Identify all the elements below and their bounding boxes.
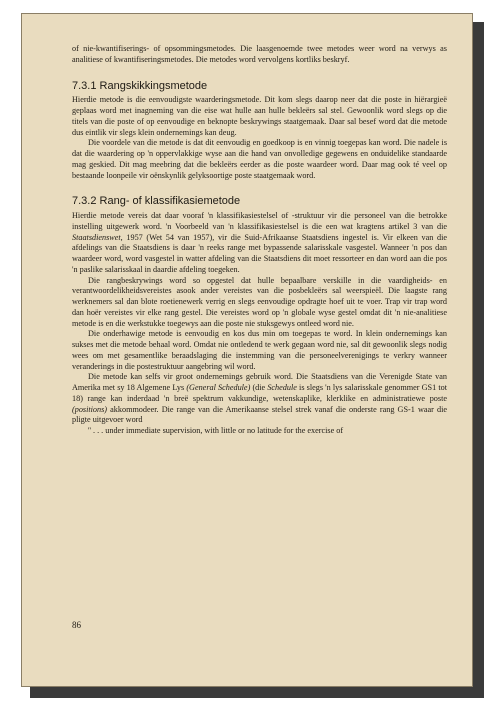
italic-run: Schedule xyxy=(267,383,297,392)
text-run: , 1957 (Wet 54 van 1957), vir die Suid-Afrikaanse Staatsdiens ingestel is. Vir elkeen van die afdelings van die Staatsdiens is daar 'n reeks range met bypassende salarisskale vasgestel. Wanneer 'n pos dan waardeer word, word vasgestel in watter afdeling van die Staatsdiens dit moet ressorteer en dan word aan die pos 'n paslike salarisskaal in daardie afdeling toegeken. xyxy=(72,232,447,274)
paragraph-7-3-2-3: Die onderhawige metode is eenvoudig en kos dus min om toegepas te word. In klein ondernemings kan sukses met die metode behaal word. Omdat nie ontledend te werk gegaan word nie, sal dit gewoonlik slegs nodig wees om met gesamentlike beraadslaging die instemming van die personeelverenigings te verkry wanneer veranderings in die postestruktuur aangebring wil word. xyxy=(72,329,447,371)
italic-run: Staatsdienswet xyxy=(72,232,121,242)
quote-paragraph: '' . . . under immediate supervision, with little or no latitude for the exercise of xyxy=(88,426,344,435)
page-content xyxy=(72,44,447,437)
paragraph-7-3-2-4 xyxy=(72,372,447,426)
paragraph-7-3-1-1: Hierdie metode is die eenvoudigste waarderingsmetode. Dit kom slegs daarop neer dat die poste in hiërargieë geplaas word met inagneming van die eise wat hulle aan hulle bekleërs sal stel. Gewoonlik word slegs op die titels van die poste of op eenvoudige en beknopte beskrywings staatgemaak. Daar sal besef word dat die metode dus eintlik vir slegs klein ondernemings kan deug. xyxy=(72,95,447,137)
section-heading-7-3-1: 7.3.1 Rangskikkingsmetode xyxy=(72,79,208,92)
text-run: Hierdie metode vereis dat daar vooraf 'n klassifikasiestelsel of -struktuur vir die personeel van die betrokke instelling uitgewerk word. 'n Voorbeeld van 'n klassifikasiestelsel is die een wat kragtens artikel 3 van die xyxy=(72,211,447,231)
paragraph-7-3-2-2: Die rangbeskrywings word so opgestel dat hulle bepaalbare verskille in die vaardigheids- en verantwoordelikheidsvereistes asook ander vereistes van die posbekleërs sal weerspieël. Die laagste rang werknemers sal dan blote roetienewerk verrig en slegs eenvoudige opdragte hoef uit te voer. Trap vir trap word dan hoër vereistes vir elke rang gestel. Die vereistes word op 'n globale wyse gestel omdat dit 'n nie-analitiese metode is en die werkstukke toegewys aan die poste nie stuksgewys ontleed word nie. xyxy=(72,275,447,328)
italic-run: (positions) xyxy=(72,404,108,414)
section-heading-7-3-2: 7.3.2 Rang- of klassifikasiemetode xyxy=(72,195,241,208)
intro-paragraph: of nie-kwantifiserings- of opsommingsmetodes. Die laasgenoemde twee metodes weer word na verwys as analitiese of kwantifiseringsmetodes. Die metodes word vervolgens kortliks beskryf. xyxy=(72,44,447,64)
book-page xyxy=(21,13,473,687)
text-run: akkommodeer. Die range van die Amerikaanse stelsel strek vanaf die onderste rang GS-1 waar die pligte uitgevoer word xyxy=(72,404,447,425)
paragraph-7-3-2-1 xyxy=(72,211,447,276)
text-run: (die xyxy=(250,383,268,392)
page-number: 86 xyxy=(72,620,81,630)
paragraph-7-3-1-2: Die voordele van die metode is dat dit eenvoudig en goedkoop is en vinnig toegepas kan word. Die nadele is dat die waardering op 'n oppervlakkige wyse aan die hand van onvolledige gegewens en onduidelike standaarde mag geskied. Dit mag meebring dat die bekleërs eerder as die poste waardeer word. Daar mag ook té veel op bestaande loonpeile vir oënskynlik gelyksoortige poste staatgemaak word. xyxy=(72,138,447,180)
text-run: is slegs 'n lys salarisskale genommer GS1 tot 18) range kan inderdaad 'n breë spektrum vakkundige, wetenskaplike, klerklike en administratiewe poste xyxy=(72,383,447,403)
italic-run: (General Schedule) xyxy=(186,383,251,392)
text-run: Die metode kan selfs vir groot ondernemings gebruik word. Die Staatsdiens van die Verenigde State van Amerika met sy 18 Algemene Lys xyxy=(72,372,447,392)
